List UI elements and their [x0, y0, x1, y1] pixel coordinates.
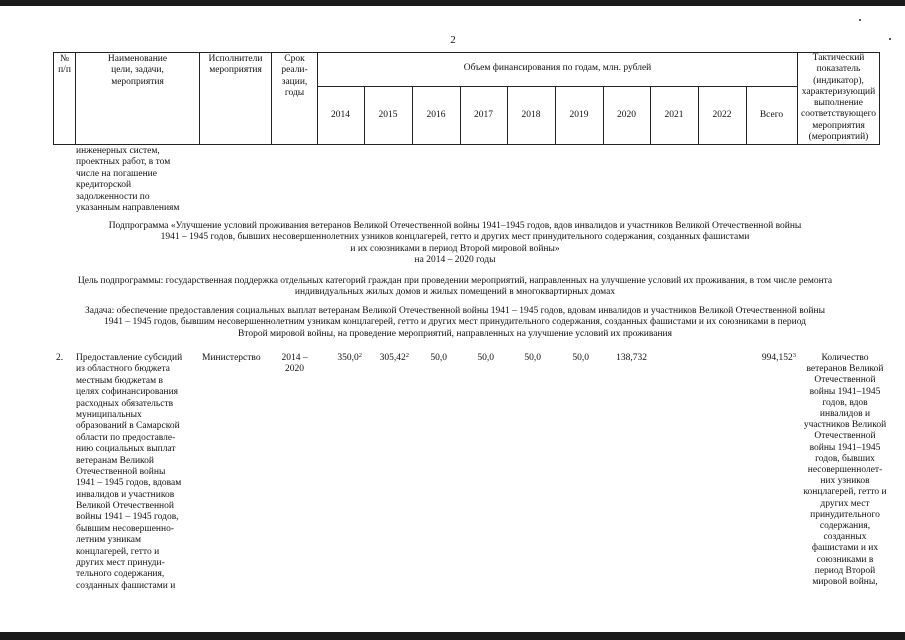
row-indicator: Количество ветеранов Великой Отечественной войны 1941–1945 годов, вдов инвалидов и участников Великой Отечественной войны 1941–1945 годов, бывших несовершеннолет- них узников концлагерей, гетто и других мест принудительного содержания, созданных фашистами и их союзниками в период Второй мировой войны, — [803, 353, 887, 588]
row-name: Предоставление субсидий из областного бюджета местным бюджетам в целях софинансирования расходных обязательств муниципальных образований в Самарской области по предоставле- нию социальных выплат ветеранам Великой Отечественной войны 1941 – 1945 годов, вдовам инвалидов и участников Великой Отечественной войны 1941 – 1945 годов, бывшим несовершенно- летним узникам концлагерей, гетто и других мест принуди- тельного содержания, созданных фашистами и — [76, 353, 183, 591]
value-total: 994,152$^3$ — [761, 352, 796, 363]
scan-speck — [889, 38, 891, 40]
subprogram-title: Подпрограмма «Улучшение условий проживания ветеранов Великой Отечественной войны 1941–1945 годов, вдов инвалидов и участников Великой Отечественной войны 1941 – 1945 годов, бывших несовершеннолетних узников концлагерей, гетто и других мест принудительного содержания, созданных фашистами и их союзниками в период Второй мировой войны» на 2014 – 2020 годы — [108, 221, 802, 266]
value-2016: 50,0 — [430, 353, 447, 363]
header-num: № п/п — [58, 54, 71, 76]
year-2019: 2019 — [569, 110, 589, 120]
header-name: Наименование цели, задачи, мероприятия — [107, 54, 168, 87]
year-2020: 2020 — [617, 110, 636, 120]
year-2017: 2017 — [474, 110, 493, 120]
year-total: Всего — [759, 110, 784, 120]
year-2022: 2022 — [712, 110, 732, 120]
col-border — [879, 52, 880, 145]
header-term: Срок реали- зации, годы — [281, 54, 308, 99]
year-2015: 2015 — [378, 110, 398, 120]
value-2014: 350,0$^2$ — [337, 352, 362, 363]
page-number: 2 — [450, 34, 456, 46]
bottom-scan-border — [0, 632, 905, 640]
scan-speck — [859, 19, 861, 21]
year-2014: 2014 — [331, 110, 350, 120]
top-scan-border — [0, 0, 905, 6]
subprogram-task: Задача: обеспечение предоставления социальных выплат ветеранам Великой Отечественной войны 1941 – 1945 годов, вдовам инвалидов и участников Великой Отечественной войны 1941 – 1945 годов, бывшим несовершеннолетним узникам концлагерей, гетто и других мест принудительного содержания, созданных фашистами и их союзниками в период Второй мировой войны, на проведение мероприятий, направленных на улучшение условий их проживания — [85, 306, 825, 339]
row-term: 2014 – 2020 — [281, 353, 308, 375]
header-indicator: Тактический показатель (индикатор), характеризующий выполнение соответствующего мероприятия (мероприятий) — [801, 53, 876, 143]
subprogram-goal: Цель подпрограммы: государственная поддержка отдельных категорий граждан при проведении мероприятий, направленных на улучшение условий их проживания, в том числе ремонта индивидуальных жилых домов и жилых помещений в многоквартирных домах — [77, 276, 833, 298]
value-2019: 50,0 — [572, 353, 589, 363]
value-2017: 50,0 — [477, 353, 494, 363]
header-executors: Исполнители мероприятия — [208, 54, 263, 76]
row-executor: Министерство — [202, 353, 261, 363]
value-2015: 305,42$^2$ — [379, 352, 409, 363]
funding-subheader-border — [317, 86, 797, 87]
value-2018: 50,0 — [524, 353, 541, 363]
header-funding: Объем финансирования по годам, млн. рублей — [463, 63, 652, 73]
row-num: 2. — [56, 353, 64, 363]
carryover-text: инженерных систем, проектных работ, в том числе на погашение кредиторской задолженности по указанным направлениям — [76, 146, 180, 213]
table-top-border — [53, 52, 879, 53]
year-2021: 2021 — [664, 110, 684, 120]
table-header-bottom-border — [53, 144, 879, 145]
value-2020: 138,732 — [616, 353, 647, 363]
year-2018: 2018 — [521, 110, 541, 120]
year-2016: 2016 — [426, 110, 446, 120]
